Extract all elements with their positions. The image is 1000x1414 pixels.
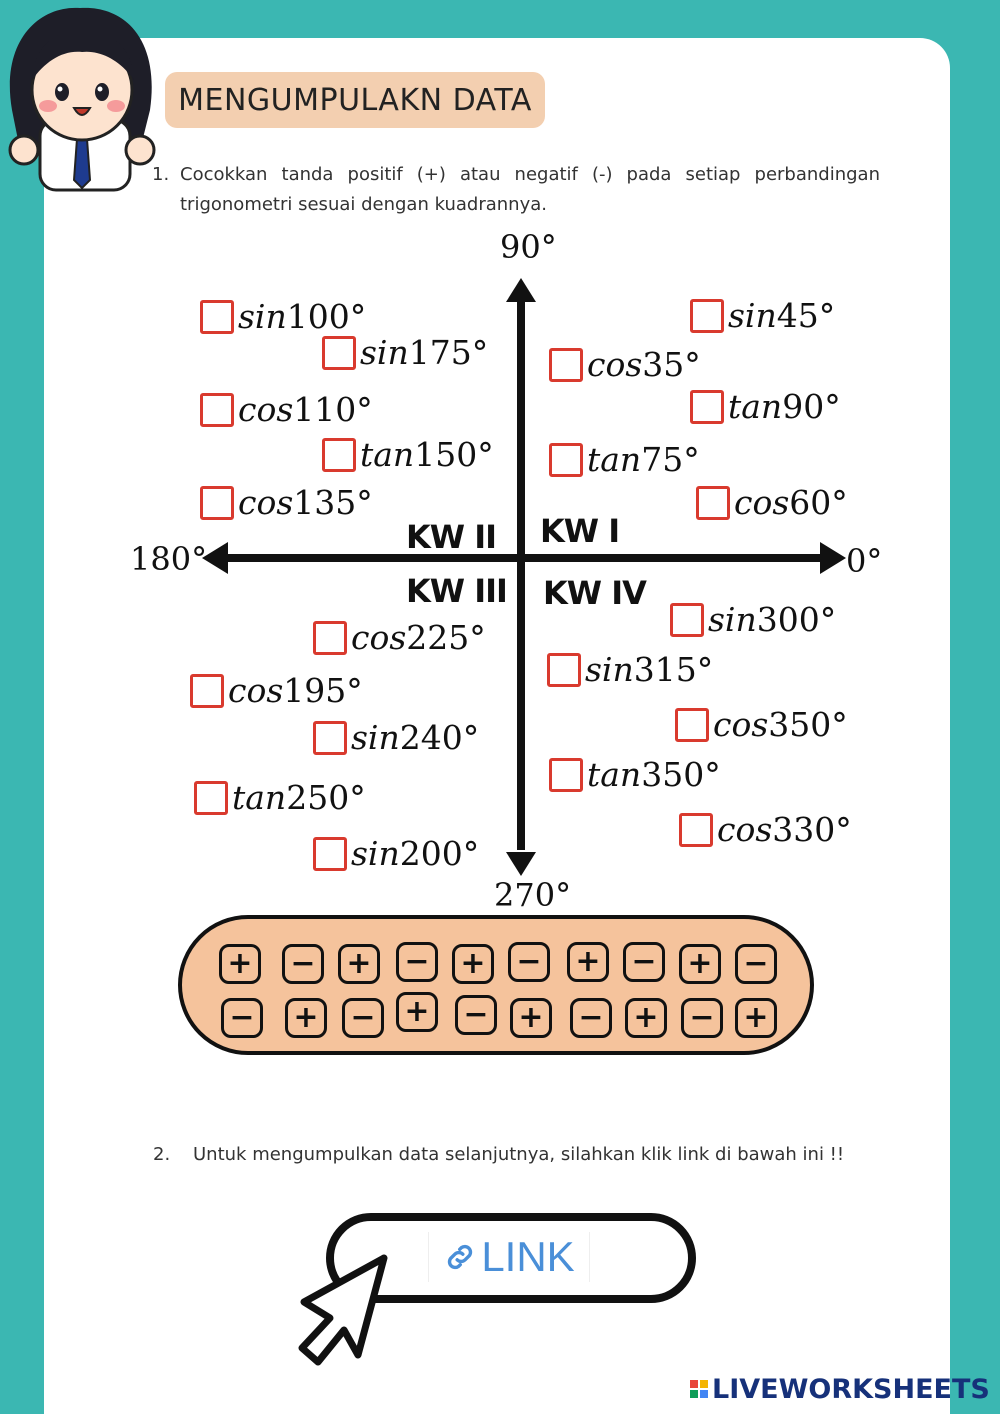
fn-label: sin xyxy=(351,718,400,757)
axis-label-180: 180° xyxy=(130,540,208,578)
angle-label: 75° xyxy=(641,440,700,479)
quadrant-label-1: KW I xyxy=(540,512,620,550)
sign-tile[interactable]: − xyxy=(570,998,612,1038)
axis-label-0: 0° xyxy=(846,542,883,580)
angle-label: 195° xyxy=(283,671,363,710)
fn-label: sin xyxy=(708,600,757,639)
angle-label: 350° xyxy=(641,755,721,794)
angle-label: 175° xyxy=(408,333,489,372)
quadrant-label-3: KW III xyxy=(406,572,507,610)
item-tan350 xyxy=(549,755,721,794)
drop-box-cos110[interactable] xyxy=(200,393,234,427)
sign-tile[interactable]: − xyxy=(508,942,550,982)
angle-label: 150° xyxy=(414,435,494,474)
item-sin100 xyxy=(200,297,366,336)
angle-label: 240° xyxy=(399,718,480,757)
sign-tile[interactable]: + xyxy=(452,944,494,984)
fn-label: sin xyxy=(360,333,409,372)
drop-box-sin175[interactable] xyxy=(322,336,356,370)
angle-label: 45° xyxy=(776,296,836,335)
item-cos60 xyxy=(696,483,848,522)
page-title: MENGUMPULAKN DATA xyxy=(165,72,545,128)
item-cos195 xyxy=(190,671,363,710)
angle-label: 135° xyxy=(293,483,373,522)
question-1-text: Cocokkan tanda positif (+) atau negatif (-) pada setiap perbandingan trigonometri sesuai dengan kuadrannya. xyxy=(180,164,880,215)
arrow-up-icon xyxy=(506,278,536,302)
angle-label: 60° xyxy=(789,483,848,522)
sign-tile[interactable]: + xyxy=(679,944,721,984)
fn-label: cos xyxy=(717,810,773,849)
fn-label: sin xyxy=(728,296,777,335)
fn-label: tan xyxy=(360,435,415,474)
link-label-text: LINK xyxy=(481,1233,575,1280)
quadrant-label-4: KW IV xyxy=(543,574,646,612)
sign-tile[interactable]: + xyxy=(396,992,438,1032)
drop-box-cos225[interactable] xyxy=(313,621,347,655)
item-tan150 xyxy=(322,435,494,474)
item-sin315 xyxy=(547,650,713,689)
angle-label: 225° xyxy=(406,618,486,657)
item-sin45 xyxy=(690,296,835,335)
item-tan90 xyxy=(690,387,841,426)
fn-label: cos xyxy=(587,345,643,384)
item-cos110 xyxy=(200,390,373,429)
liveworksheets-logo-icon xyxy=(690,1380,708,1398)
sign-tile[interactable]: − xyxy=(735,944,777,984)
angle-label: 350° xyxy=(768,705,848,744)
sign-tile[interactable]: + xyxy=(510,998,552,1038)
sign-tile[interactable]: + xyxy=(285,998,327,1038)
fn-label: sin xyxy=(585,650,634,689)
angle-label: 315° xyxy=(633,650,714,689)
question-2-text: Untuk mengumpulkan data selanjutnya, silahkan klik link di bawah ini !! xyxy=(193,1144,845,1165)
axis-label-90: 90° xyxy=(500,228,557,266)
sign-tile[interactable]: − xyxy=(396,942,438,982)
item-cos330 xyxy=(679,810,852,849)
angle-label: 90° xyxy=(782,387,841,426)
drop-box-tan350[interactable] xyxy=(549,758,583,792)
fn-label: tan xyxy=(728,387,783,426)
drop-box-tan75[interactable] xyxy=(549,443,583,477)
arrow-down-icon xyxy=(506,852,536,876)
sign-tile[interactable]: − xyxy=(282,944,324,984)
sign-tile[interactable]: + xyxy=(219,944,261,984)
fn-label: cos xyxy=(238,483,294,522)
fn-label: cos xyxy=(734,483,790,522)
drop-box-sin200[interactable] xyxy=(313,837,347,871)
drop-box-cos350[interactable] xyxy=(675,708,709,742)
sign-tile[interactable]: + xyxy=(625,998,667,1038)
fn-label: sin xyxy=(238,297,287,336)
angle-label: 100° xyxy=(286,297,367,336)
sign-tile[interactable]: + xyxy=(735,998,777,1038)
item-cos35 xyxy=(549,345,701,384)
sign-tile[interactable]: − xyxy=(221,998,263,1038)
sign-tile[interactable]: − xyxy=(342,998,384,1038)
item-sin200 xyxy=(313,834,479,873)
angle-label: 200° xyxy=(399,834,480,873)
fn-label: tan xyxy=(587,755,642,794)
fn-label: tan xyxy=(232,778,287,817)
item-sin240 xyxy=(313,718,479,757)
sign-tile[interactable]: − xyxy=(455,995,497,1035)
drop-box-sin240[interactable] xyxy=(313,721,347,755)
fn-label: cos xyxy=(351,618,407,657)
item-cos135 xyxy=(200,483,373,522)
sign-tile[interactable]: + xyxy=(338,944,380,984)
item-sin300 xyxy=(670,600,836,639)
drop-box-sin300[interactable] xyxy=(670,603,704,637)
brand-text: LIVEWORKSHEETS xyxy=(712,1373,990,1405)
axis-label-270: 270° xyxy=(494,876,572,914)
item-tan250 xyxy=(194,778,366,817)
sign-tile[interactable]: − xyxy=(681,998,723,1038)
item-cos350 xyxy=(675,705,848,744)
arrow-right-icon xyxy=(820,542,846,574)
mouse-cursor-icon xyxy=(296,1250,396,1375)
link-button[interactable] xyxy=(428,1232,590,1282)
angle-label: 300° xyxy=(756,600,837,639)
angle-label: 110° xyxy=(293,390,373,429)
item-cos225 xyxy=(313,618,486,657)
quadrant-label-2: KW II xyxy=(406,518,497,556)
angle-label: 35° xyxy=(642,345,701,384)
fn-label: cos xyxy=(228,671,284,710)
question-2-number: 2. xyxy=(153,1144,171,1165)
drop-box-tan250[interactable] xyxy=(194,781,228,815)
sign-tile[interactable]: − xyxy=(623,942,665,982)
drop-box-cos195[interactable] xyxy=(190,674,224,708)
fn-label: tan xyxy=(587,440,642,479)
drop-box-sin315[interactable] xyxy=(547,653,581,687)
fn-label: cos xyxy=(713,705,769,744)
question-2 xyxy=(153,1140,893,1170)
link-chain-icon xyxy=(443,1240,477,1274)
drop-box-cos35[interactable] xyxy=(549,348,583,382)
item-sin175 xyxy=(322,333,488,372)
angle-label: 330° xyxy=(772,810,852,849)
item-tan75 xyxy=(549,440,700,479)
drop-box-sin100[interactable] xyxy=(200,300,234,334)
angle-label: 250° xyxy=(286,778,366,817)
sign-tile[interactable]: + xyxy=(567,942,609,982)
question-1-number: 1. xyxy=(152,164,170,185)
fn-label: cos xyxy=(238,390,294,429)
drop-box-sin45[interactable] xyxy=(690,299,724,333)
drop-box-cos60[interactable] xyxy=(696,486,730,520)
drop-box-cos135[interactable] xyxy=(200,486,234,520)
fn-label: sin xyxy=(351,834,400,873)
drop-box-cos330[interactable] xyxy=(679,813,713,847)
liveworksheets-brand xyxy=(690,1374,990,1404)
drop-box-tan90[interactable] xyxy=(690,390,724,424)
drop-box-tan150[interactable] xyxy=(322,438,356,472)
